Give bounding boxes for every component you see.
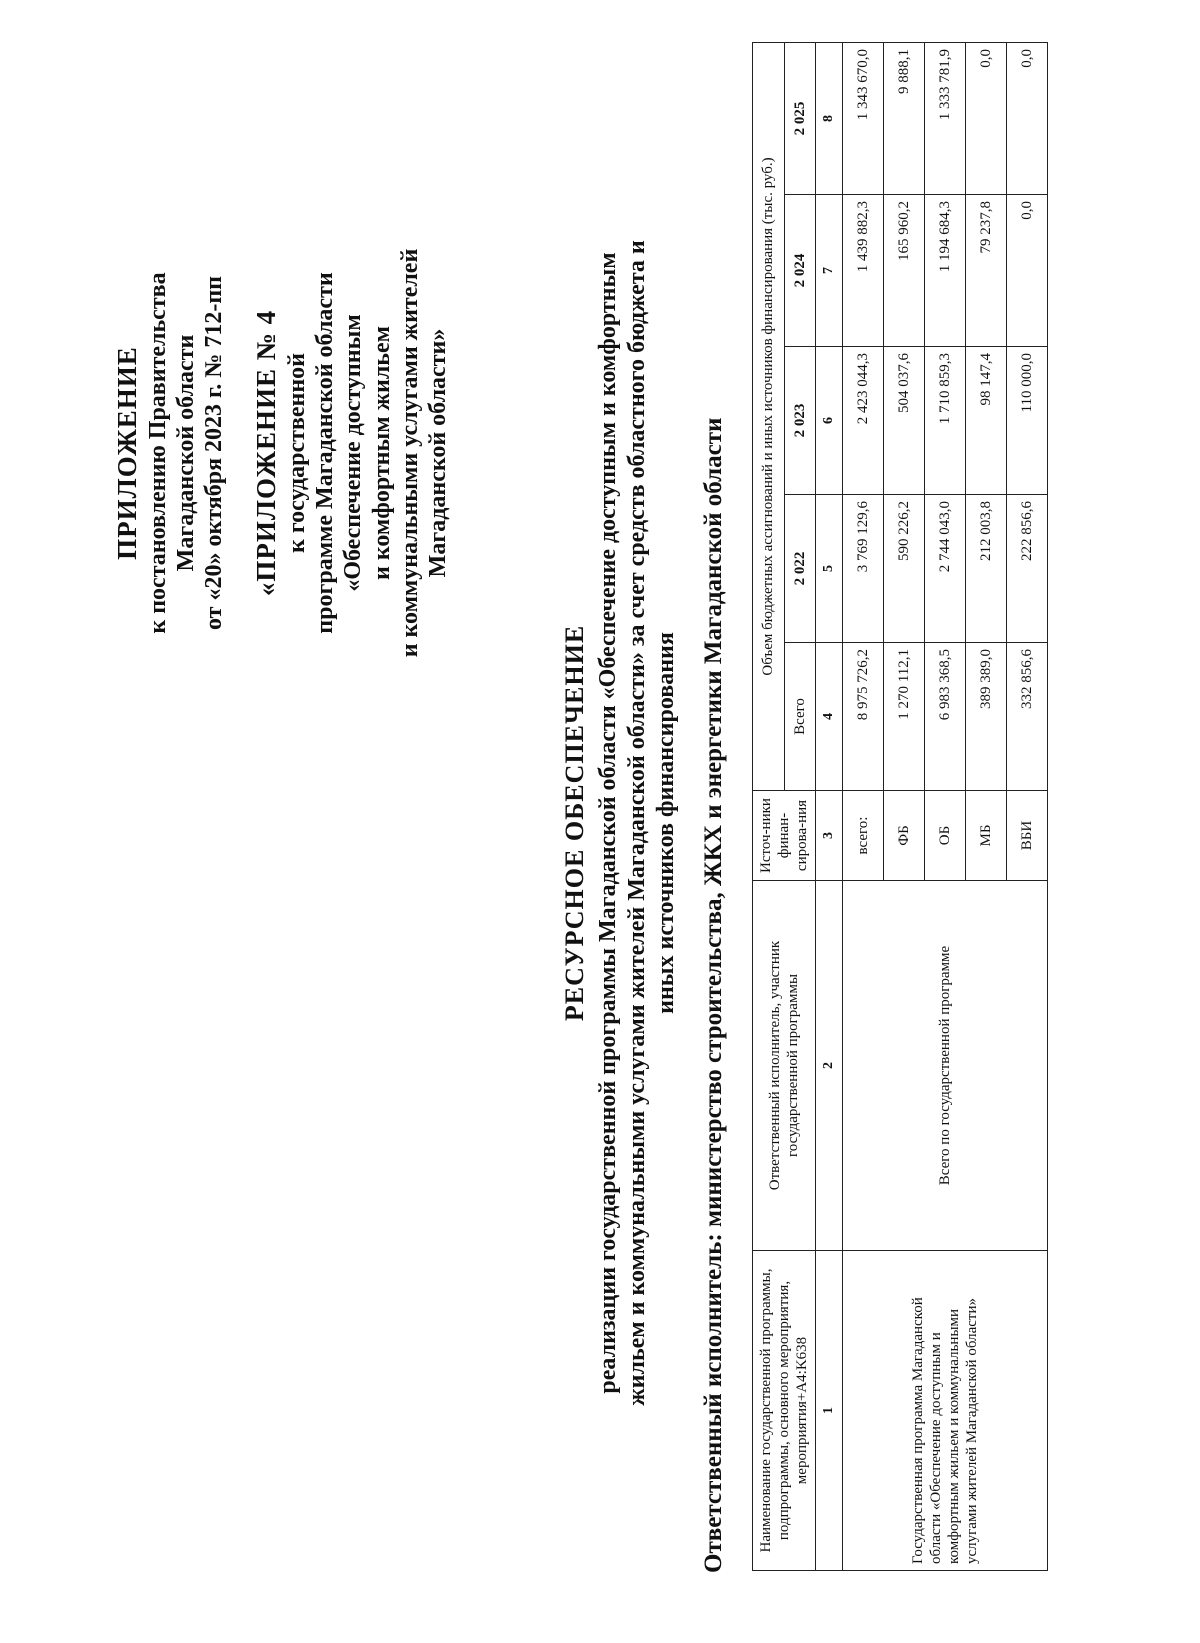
total-cell: 6 983 368,5 (925, 643, 966, 791)
appendix-title: «ПРИЛОЖЕНИЕ № 4 (250, 309, 281, 597)
total-cell: 332 856,6 (1007, 643, 1048, 791)
source-cell: ВБИ (1007, 791, 1048, 881)
column-number: 1 (816, 1251, 843, 1571)
appendix-line-1: к государственной (283, 353, 310, 553)
value-2023-cell: 2 423 044,3 (843, 347, 884, 495)
document-title: РЕСУРСНОЕ ОБЕСПЕЧЕНИЕ (560, 624, 589, 1022)
value-2023-cell: 504 037,6 (884, 347, 925, 495)
approval-line-3: от «20» октября 2023 г. № 712-пп (201, 275, 228, 631)
header-volume: Объем бюджетных ассигнований и иных источников финансирования (тыс. руб.) (753, 42, 785, 790)
value-2023-cell: 1 710 859,3 (925, 347, 966, 495)
value-2023-cell: 98 147,4 (966, 347, 1007, 495)
total-cell: 389 389,0 (966, 643, 1007, 791)
value-2024-cell: 1 439 882,3 (843, 195, 884, 347)
header-name: Наименование государственной программы, подпрограммы, основного мероприятия, мероприятия+A4:K638 (753, 1251, 816, 1571)
total-cell: 1 270 112,1 (884, 643, 925, 791)
value-2023-cell: 110 000,0 (1007, 347, 1048, 495)
value-2025-cell: 9 888,1 (884, 42, 925, 194)
approval-block (112, 193, 453, 713)
appendix-line-3: «Обеспечение доступным (340, 314, 367, 592)
value-2025-cell: 1 333 781,9 (925, 42, 966, 194)
value-2022-cell: 212 003,8 (966, 495, 1007, 643)
responsible-executor: Ответственный исполнитель: министерство строительства, ЖКХ и энергетики Магаданской области (700, 417, 727, 1573)
column-number: 5 (816, 495, 843, 643)
column-number-row (816, 42, 843, 1570)
value-2022-cell: 590 226,2 (884, 495, 925, 643)
appendix-line-2: программе Магаданской области (311, 272, 338, 634)
program-name: Государственная программа Магаданской области «Обеспечение доступным и комфортным жильем и коммунальными услугами жителей Магаданской области» (843, 1251, 1048, 1571)
value-2025-cell: 0,0 (966, 42, 1007, 194)
column-number: 8 (816, 42, 843, 194)
document-subtitle: реализации государственной программы Магаданской области «Обеспечение доступным и комфортным жильем и коммунальными услугами жителей Магаданской области» за счет средств областного бюджета и иных источников финансирования (595, 240, 679, 1406)
value-2025-cell: 0,0 (1007, 42, 1048, 194)
value-2022-cell: 3 769 129,6 (843, 495, 884, 643)
approval-line-2: Магаданской области (173, 334, 200, 572)
appendix-line-4: и комфортным жильем (368, 326, 395, 580)
column-number: 4 (816, 643, 843, 791)
column-number: 2 (816, 881, 843, 1251)
column-number: 7 (816, 195, 843, 347)
header-2023: 2 023 (784, 347, 816, 495)
source-cell: всего: (843, 791, 884, 881)
source-cell: МБ (966, 791, 1007, 881)
program-executor: Всего по государственной программе (843, 881, 1048, 1251)
header-source: Источ-ники финан-сирова-ния (753, 791, 816, 881)
source-cell: ОБ (925, 791, 966, 881)
header-executor: Ответственный исполнитель, участник государственной программы (753, 881, 816, 1251)
table-row (843, 42, 884, 1570)
value-2025-cell: 1 343 670,0 (843, 42, 884, 194)
value-2024-cell: 1 194 684,3 (925, 195, 966, 347)
source-cell: ФБ (884, 791, 925, 881)
value-2024-cell: 165 960,2 (884, 195, 925, 347)
column-number: 3 (816, 791, 843, 881)
appendix-line-5: и коммунальными услугами жителей (396, 248, 423, 658)
header-2025: 2 025 (784, 42, 816, 194)
total-cell: 8 975 726,2 (843, 643, 884, 791)
value-2024-cell: 0,0 (1007, 195, 1048, 347)
approval-title: ПРИЛОЖЕНИЕ (112, 346, 142, 560)
header-total: Всего (784, 643, 816, 791)
header-2022: 2 022 (784, 495, 816, 643)
column-number: 6 (816, 347, 843, 495)
resource-table (752, 42, 1048, 1571)
header-2024: 2 024 (784, 195, 816, 347)
approval-line-1: к постановлению Правительства (144, 272, 171, 634)
value-2024-cell: 79 237,8 (966, 195, 1007, 347)
value-2022-cell: 222 856,6 (1007, 495, 1048, 643)
value-2022-cell: 2 744 043,0 (925, 495, 966, 643)
appendix-line-6: Магаданской области» (425, 328, 452, 578)
document-title-block (560, 63, 680, 1583)
